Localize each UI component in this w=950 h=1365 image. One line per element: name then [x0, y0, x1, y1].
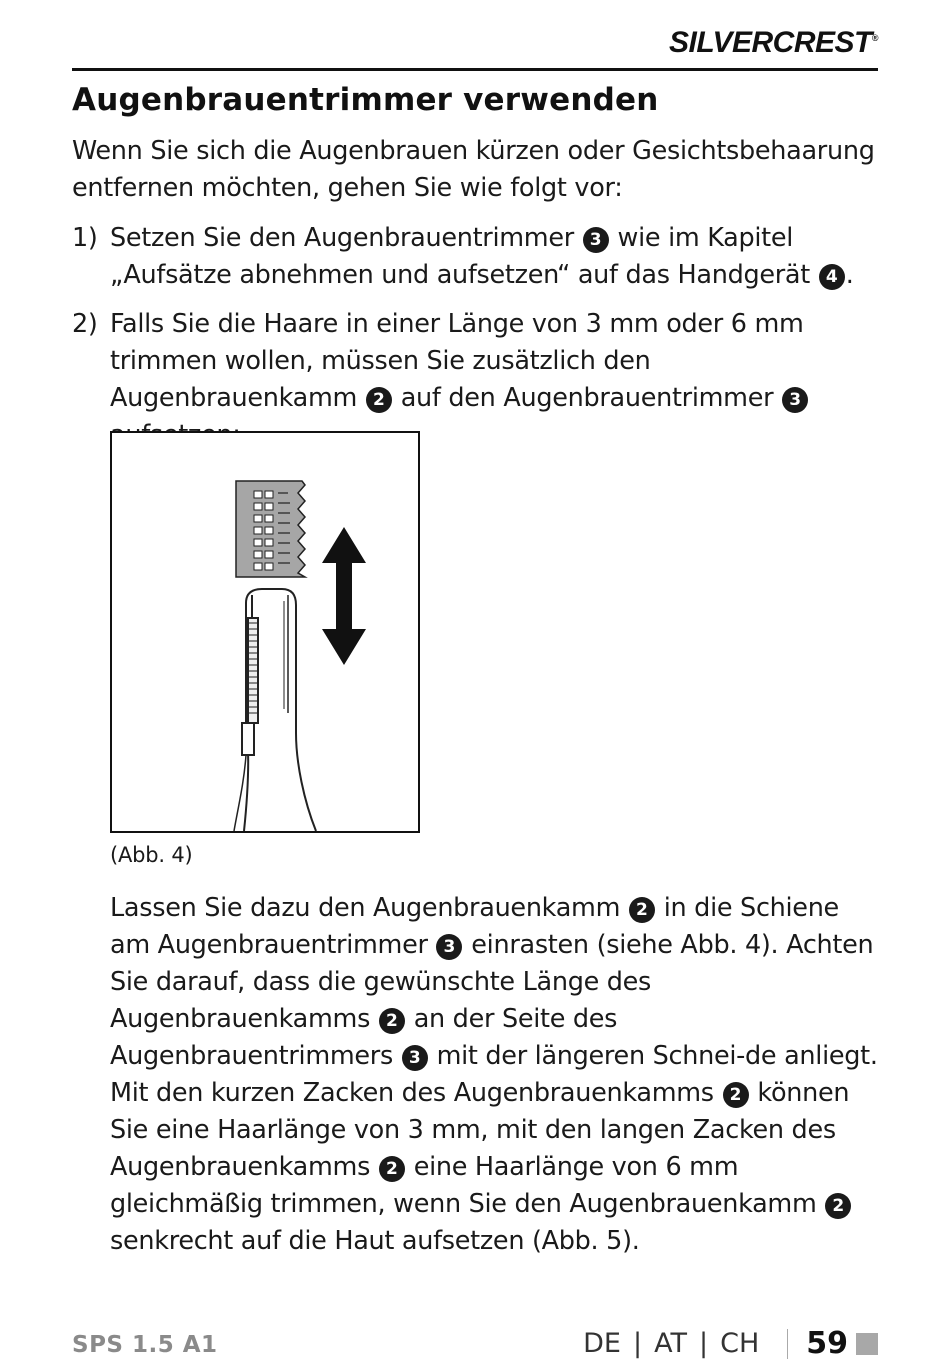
- para-text: an der Seite des Augenbrauentrimmers: [110, 1004, 618, 1071]
- step-text: Setzen Sie den Augenbrauentrimmer: [110, 223, 574, 253]
- part-number-badge: 2: [379, 1156, 405, 1182]
- header-rule: [72, 68, 878, 71]
- step-number: 2): [72, 309, 98, 339]
- figure-caption: (Abb. 4): [110, 843, 193, 867]
- step-number: 1): [72, 223, 98, 253]
- registered-mark: ®: [871, 33, 878, 43]
- brand-name: SILVERCREST: [668, 26, 872, 59]
- model-number: SPS 1.5 A1: [72, 1332, 218, 1358]
- para-text: senkrecht auf die Haut aufsetzen (Abb. 5).: [110, 1226, 640, 1256]
- part-number-badge: 2: [366, 387, 392, 413]
- part-number-badge: 2: [825, 1193, 851, 1219]
- para-text: eine Haarlänge von 6 mm gleichmäßig trimmen, wenn Sie den Augenbrauenkamm: [110, 1152, 817, 1219]
- step-text: auf den Augenbrauentrimmer: [400, 383, 774, 413]
- part-number-badge: 3: [436, 934, 462, 960]
- step-text: wie im Kapitel „Aufsätze abnehmen und aufsetzen“ auf das Handgerät: [110, 223, 810, 290]
- footer-divider: [787, 1329, 788, 1359]
- country-de: DE: [583, 1328, 621, 1359]
- page-number: 59: [806, 1326, 848, 1361]
- trimmer-drawing: [112, 433, 418, 831]
- para-text: einrasten (siehe Abb. 4). Achten Sie darauf, dass die gewünschte Länge des Augenbrauenkamms: [110, 930, 874, 1034]
- part-number-badge: 3: [782, 387, 808, 413]
- trimmer-head-icon: [234, 589, 316, 831]
- para-text: mit der längeren Schnei-de anliegt. Mit den kurzen Zacken des Augenbrauenkamms: [110, 1041, 878, 1108]
- para-text: können Sie eine Haarlänge von 3 mm, mit den langen Zacken des Augenbrauenkamms: [110, 1078, 850, 1182]
- part-number-badge: 3: [583, 227, 609, 253]
- country-at: AT: [654, 1328, 687, 1359]
- section-title: Augenbrauentrimmer verwenden: [72, 82, 659, 118]
- part-number-badge: 4: [819, 264, 845, 290]
- part-number-badge: 3: [402, 1045, 428, 1071]
- intro-text: Wenn Sie sich die Augenbrauen kürzen oder Gesichtsbehaarung entfernen möchten, gehen Sie wie folgt vor:: [72, 136, 875, 203]
- figure-trimmer-illustration: [110, 431, 420, 833]
- part-number-badge: 2: [379, 1008, 405, 1034]
- footer-page-info: [583, 1326, 878, 1361]
- step-body: [110, 220, 882, 294]
- page-marker-square: [856, 1333, 878, 1355]
- country-separator: |: [698, 1328, 709, 1359]
- double-arrow-icon: [322, 527, 366, 665]
- step-text: Falls Sie die Haare in einer Länge von 3 mm oder 6 mm trimmen wollen, müssen Sie zusätzlich den Augenbrauenkamm: [110, 309, 804, 413]
- step-1: [72, 220, 882, 294]
- instruction-paragraph: [110, 890, 885, 1260]
- part-number-badge: 2: [723, 1082, 749, 1108]
- country-separator: |: [633, 1328, 643, 1359]
- brand-logo: [669, 26, 878, 60]
- para-text: in die Schiene am Augenbrauentrimmer: [110, 893, 839, 960]
- part-number-badge: 2: [629, 897, 655, 923]
- country-ch: CH: [720, 1328, 760, 1359]
- eyebrow-comb-icon: [236, 481, 305, 577]
- para-text: Lassen Sie dazu den Augenbrauenkamm: [110, 893, 621, 923]
- step-text: .: [845, 260, 854, 290]
